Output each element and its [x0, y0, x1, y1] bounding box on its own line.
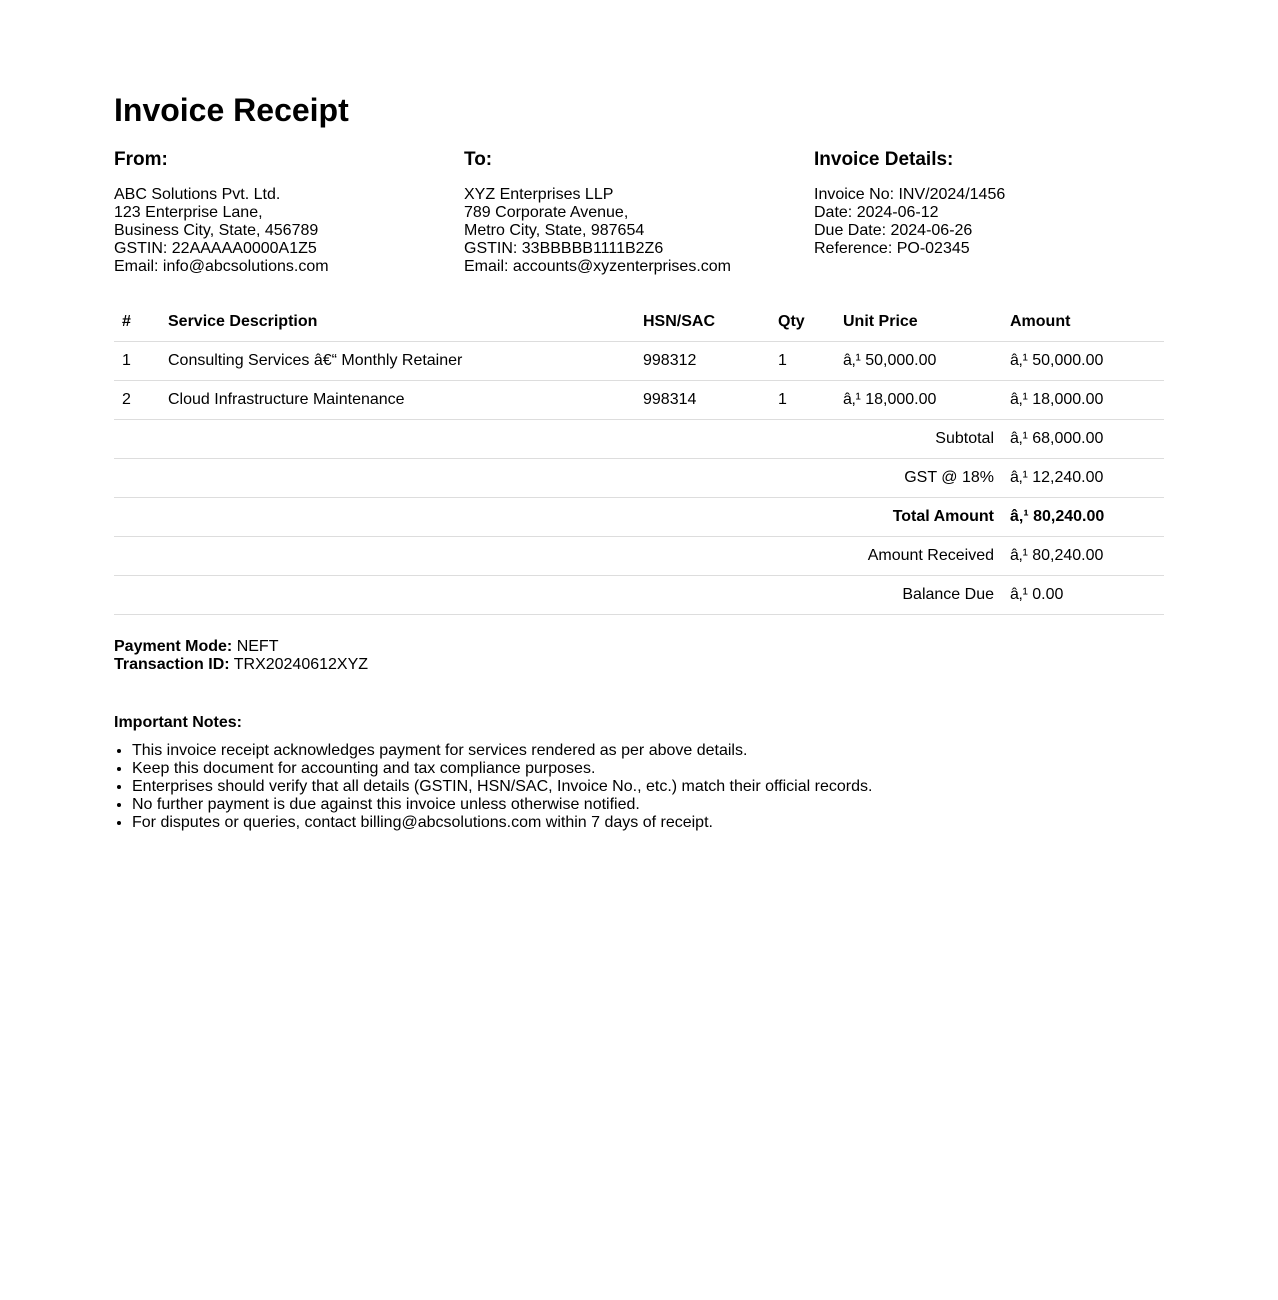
cell-qty: 1: [766, 381, 831, 420]
list-item: • No further payment is due against this invoice unless otherwise notified.: [132, 796, 1164, 814]
invoice-number: Invoice No: INV/2024/1456: [814, 186, 1006, 203]
summary-row-balance: [114, 576, 1164, 615]
transaction-id-value: TRX20240612XYZ: [233, 656, 369, 673]
line-items-table: [114, 303, 1164, 615]
header-number: #: [114, 303, 156, 342]
from-line: GSTIN: 22AAAAA0000A1Z5: [114, 240, 317, 257]
summary-row-total: [114, 498, 1164, 537]
to-line: Metro City, State, 987654: [464, 222, 645, 239]
table-row: [114, 342, 1164, 381]
summary-label: Total Amount: [114, 498, 998, 537]
list-item: • Enterprises should verify that all details (GSTIN, HSN/SAC, Invoice No., etc.) match their official records.: [132, 778, 1164, 796]
summary-row-gst: [114, 459, 1164, 498]
to-heading: To:: [464, 149, 493, 170]
from-line: ABC Solutions Pvt. Ltd.: [114, 186, 281, 203]
summary-value: â‚¹ 68,000.00: [998, 420, 1164, 459]
header-unit-price: Unit Price: [831, 303, 998, 342]
payment-mode-value: NEFT: [236, 638, 279, 655]
from-lines: [114, 186, 464, 276]
from-line: Business City, State, 456789: [114, 222, 319, 239]
cell-amount: â‚¹ 50,000.00: [998, 342, 1164, 381]
summary-label: Amount Received: [114, 537, 998, 576]
to-line: 789 Corporate Avenue,: [464, 204, 629, 221]
invoice-details-block: [814, 148, 1164, 276]
transaction-id: [114, 656, 1164, 674]
cell-hsn-sac: 998312: [631, 342, 766, 381]
summary-value: â‚¹ 80,240.00: [998, 498, 1164, 537]
from-email: Email: info@abcsolutions.com: [114, 258, 329, 275]
transaction-id-label: Transaction ID:: [114, 656, 230, 673]
summary-row-received: [114, 537, 1164, 576]
invoice-due-date: Due Date: 2024-06-26: [814, 222, 973, 239]
summary-label: GST @ 18%: [114, 459, 998, 498]
header-qty: Qty: [766, 303, 831, 342]
summary-row-subtotal: [114, 420, 1164, 459]
invoice-date: Date: 2024-06-12: [814, 204, 939, 221]
from-heading: From:: [114, 149, 168, 170]
payment-mode-label: Payment Mode:: [114, 638, 233, 655]
cell-unit-price: â‚¹ 18,000.00: [831, 381, 998, 420]
to-lines: [464, 186, 814, 276]
cell-amount: â‚¹ 18,000.00: [998, 381, 1164, 420]
invoice-reference: Reference: PO-02345: [814, 240, 970, 257]
cell-unit-price: â‚¹ 50,000.00: [831, 342, 998, 381]
cell-description: Consulting Services â€“ Monthly Retainer: [156, 342, 631, 381]
payment-mode: [114, 638, 1164, 656]
list-item: • Keep this document for accounting and tax compliance purposes.: [132, 760, 1164, 778]
table-row: [114, 381, 1164, 420]
invoice-details-heading: Invoice Details:: [814, 149, 954, 170]
to-line: GSTIN: 33BBBBB1111B2Z6: [464, 240, 664, 257]
summary-value: â‚¹ 80,240.00: [998, 537, 1164, 576]
to-email: Email: accounts@xyzenterprises.com: [464, 258, 731, 275]
summary-value: â‚¹ 0.00: [998, 576, 1164, 615]
payment-info: [114, 638, 1164, 674]
summary-label: Subtotal: [114, 420, 998, 459]
cell-hsn-sac: 998314: [631, 381, 766, 420]
invoice-page: [114, 0, 1164, 832]
cell-number: 2: [114, 381, 156, 420]
header-hsn-sac: HSN/SAC: [631, 303, 766, 342]
to-line: XYZ Enterprises LLP: [464, 186, 614, 203]
invoice-details-lines: [814, 186, 1164, 258]
notes-list: [114, 742, 1164, 832]
notes-heading: Important Notes:: [114, 714, 242, 731]
table-header-row: [114, 303, 1164, 342]
header-description: Service Description: [156, 303, 631, 342]
cell-number: 1: [114, 342, 156, 381]
parties-section: [114, 148, 1164, 276]
header-amount: Amount: [998, 303, 1164, 342]
cell-description: Cloud Infrastructure Maintenance: [156, 381, 631, 420]
list-item: • This invoice receipt acknowledges payment for services rendered as per above details.: [132, 742, 1164, 760]
cell-qty: 1: [766, 342, 831, 381]
from-block: [114, 148, 464, 276]
summary-label: Balance Due: [114, 576, 998, 615]
summary-value: â‚¹ 12,240.00: [998, 459, 1164, 498]
from-line: 123 Enterprise Lane,: [114, 204, 263, 221]
list-item: • For disputes or queries, contact billing@abcsolutions.com within 7 days of receipt.: [132, 814, 1164, 832]
page-title: Invoice Receipt: [114, 92, 349, 128]
to-block: [464, 148, 814, 276]
